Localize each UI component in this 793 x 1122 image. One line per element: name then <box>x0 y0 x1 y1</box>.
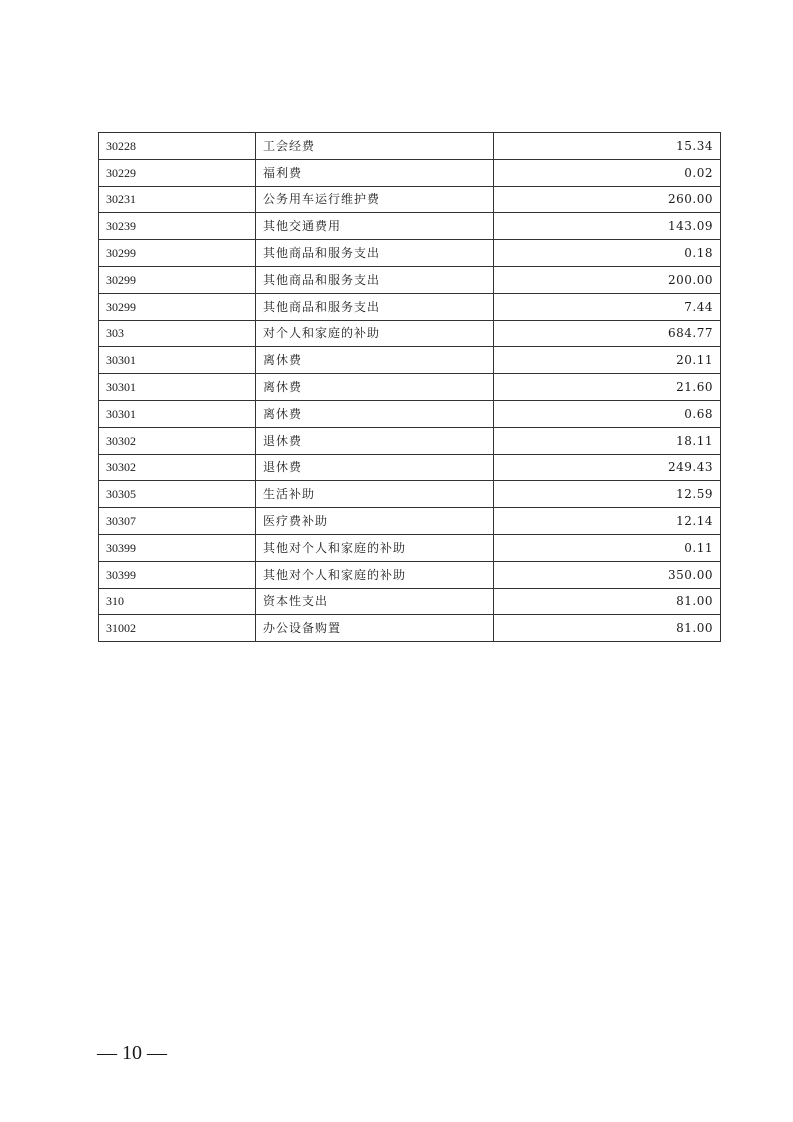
table-row <box>99 588 721 615</box>
row-name: 离休费 <box>256 374 494 401</box>
row-amount: 350.00 <box>494 561 721 588</box>
table-row <box>99 320 721 347</box>
row-amount: 12.59 <box>494 481 721 508</box>
table-row <box>99 159 721 186</box>
row-name: 离休费 <box>256 400 494 427</box>
row-code: 30231 <box>99 186 256 213</box>
table-row <box>99 266 721 293</box>
row-code: 30301 <box>99 347 256 374</box>
row-code: 30302 <box>99 454 256 481</box>
row-code: 310 <box>99 588 256 615</box>
row-name: 退休费 <box>256 427 494 454</box>
table-row <box>99 186 721 213</box>
budget-table <box>98 132 721 642</box>
row-amount: 260.00 <box>494 186 721 213</box>
row-name: 生活补助 <box>256 481 494 508</box>
row-amount: 81.00 <box>494 588 721 615</box>
row-amount: 0.11 <box>494 534 721 561</box>
row-name: 其他对个人和家庭的补助 <box>256 534 494 561</box>
row-code: 30299 <box>99 240 256 267</box>
row-code: 30399 <box>99 561 256 588</box>
row-name: 其他交通费用 <box>256 213 494 240</box>
table-row <box>99 615 721 642</box>
row-code: 30301 <box>99 374 256 401</box>
row-amount: 0.18 <box>494 240 721 267</box>
row-amount: 12.14 <box>494 508 721 535</box>
row-code: 30228 <box>99 133 256 160</box>
row-name: 对个人和家庭的补助 <box>256 320 494 347</box>
row-name: 医疗费补助 <box>256 508 494 535</box>
row-name: 办公设备购置 <box>256 615 494 642</box>
budget-table-body <box>99 133 721 642</box>
row-name: 其他商品和服务支出 <box>256 240 494 267</box>
page-number: — 10 — <box>97 1042 167 1064</box>
row-amount: 15.34 <box>494 133 721 160</box>
table-row <box>99 347 721 374</box>
row-name: 其他对个人和家庭的补助 <box>256 561 494 588</box>
table-row <box>99 213 721 240</box>
row-amount: 0.68 <box>494 400 721 427</box>
row-name: 离休费 <box>256 347 494 374</box>
row-amount: 21.60 <box>494 374 721 401</box>
table-row <box>99 454 721 481</box>
row-name: 福利费 <box>256 159 494 186</box>
table-row <box>99 427 721 454</box>
row-amount: 81.00 <box>494 615 721 642</box>
row-code: 30229 <box>99 159 256 186</box>
row-name: 资本性支出 <box>256 588 494 615</box>
row-code: 30307 <box>99 508 256 535</box>
row-name: 公务用车运行维护费 <box>256 186 494 213</box>
row-amount: 143.09 <box>494 213 721 240</box>
row-name: 其他商品和服务支出 <box>256 293 494 320</box>
row-amount: 249.43 <box>494 454 721 481</box>
row-code: 30299 <box>99 266 256 293</box>
row-amount: 200.00 <box>494 266 721 293</box>
row-amount: 7.44 <box>494 293 721 320</box>
row-amount: 20.11 <box>494 347 721 374</box>
row-code: 30301 <box>99 400 256 427</box>
row-amount: 684.77 <box>494 320 721 347</box>
row-code: 30305 <box>99 481 256 508</box>
row-name: 其他商品和服务支出 <box>256 266 494 293</box>
table-row <box>99 374 721 401</box>
row-amount: 18.11 <box>494 427 721 454</box>
table-row <box>99 293 721 320</box>
row-name: 退休费 <box>256 454 494 481</box>
table-row <box>99 534 721 561</box>
table-row <box>99 133 721 160</box>
table-row <box>99 508 721 535</box>
table-row <box>99 481 721 508</box>
row-code: 30299 <box>99 293 256 320</box>
row-code: 30239 <box>99 213 256 240</box>
table-row <box>99 400 721 427</box>
table-row <box>99 240 721 267</box>
row-amount: 0.02 <box>494 159 721 186</box>
table-row <box>99 561 721 588</box>
row-code: 30399 <box>99 534 256 561</box>
row-code: 30302 <box>99 427 256 454</box>
row-code: 303 <box>99 320 256 347</box>
row-code: 31002 <box>99 615 256 642</box>
row-name: 工会经费 <box>256 133 494 160</box>
